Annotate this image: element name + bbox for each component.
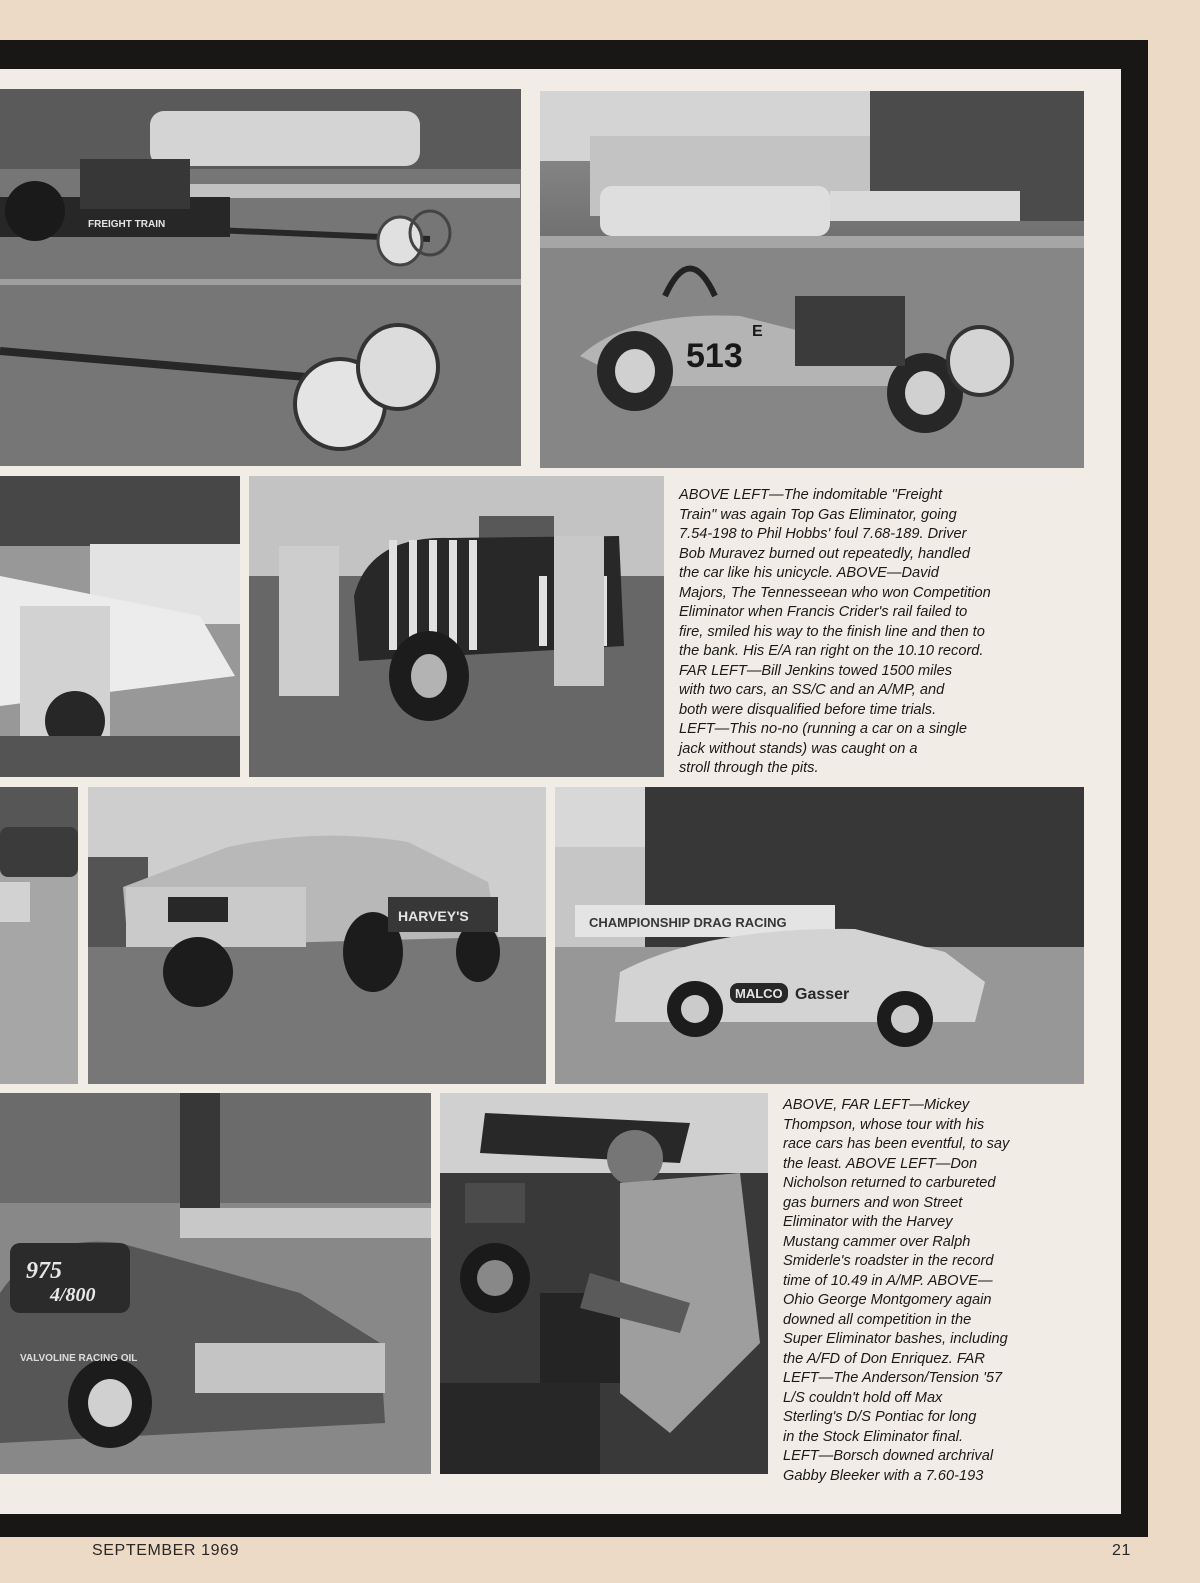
window-lettering-top: 975 — [26, 1258, 62, 1284]
valvoline-lettering: VALVOLINE RACING OIL — [20, 1353, 138, 1364]
page-number: 21 — [1112, 1542, 1131, 1559]
photo-thompson-partial — [0, 787, 78, 1084]
car-class-letter: E — [752, 323, 763, 340]
malco-lettering: MALCO — [735, 986, 783, 1001]
gasser-lettering: Gasser — [795, 986, 850, 1003]
photo-malco-gasser — [555, 787, 1084, 1084]
caption-top: ABOVE LEFT—The indomitable "Freight Train" was again Top Gas Eliminator, going 7.54-198 to Phil Hobbs' foul 7.68-189. Driver Bob Muravez burned out repeatedly, handled the car like his unicycle. ABOVE—David Majors, The Tennesseean who won Competition Eliminator when Francis Crider's rail failed to fire, smiled his way to the finish line and then to the bank. His E/A ran right on the 10.10 record. FAR LEFT—Bill Jenkins towed 1500 miles with two cars, an SS/C and an A/MP, and both were disqualified before time trials. LEFT—This no-no (running a car on a single jack without stands) was caught on a stroll through the pits. — [679, 487, 991, 776]
caption-bottom: ABOVE, FAR LEFT—Mickey Thompson, whose tour with his race cars has been eventful, to say the least. ABOVE LEFT—Don Nicholson returned to carbureted gas burners and won Street Eliminator with the Harvey Mustang cammer over Ralph Smiderle's roadster in the record time of 10.49 in A/MP. ABOVE— Ohio George Montgomery again downed all competition in the Super Eliminator bashes, including the A/FD of Don Enriquez. FAR LEFT—The Anderson/Tension '57 L/S couldn't hold off Max Sterling's D/S Pontiac for long in the Stock Eliminator final. LEFT—Borsch downed archrival Gabby Bleeker with a 7.60-193 — [783, 1097, 1010, 1484]
championship-banner: CHAMPIONSHIP DRAG RACING — [589, 915, 787, 930]
freight-train-lettering: FREIGHT TRAIN — [88, 219, 166, 230]
footer-date: SEPTEMBER 1969 — [92, 1542, 240, 1559]
photo-jacked-car — [249, 476, 664, 777]
photo-freight-train-dragster — [0, 89, 521, 466]
photo-jenkins-pits — [0, 476, 240, 777]
car-number-513: 513 — [686, 337, 743, 375]
photo-borsch-engine — [440, 1093, 768, 1474]
photo-513-altered — [540, 91, 1084, 468]
window-lettering-bottom: 4/800 — [50, 1284, 96, 1306]
photo-harvey-mustang — [88, 787, 546, 1084]
harvey-lettering: HARVEY'S — [398, 908, 469, 924]
photo-anderson-57 — [0, 1093, 431, 1474]
